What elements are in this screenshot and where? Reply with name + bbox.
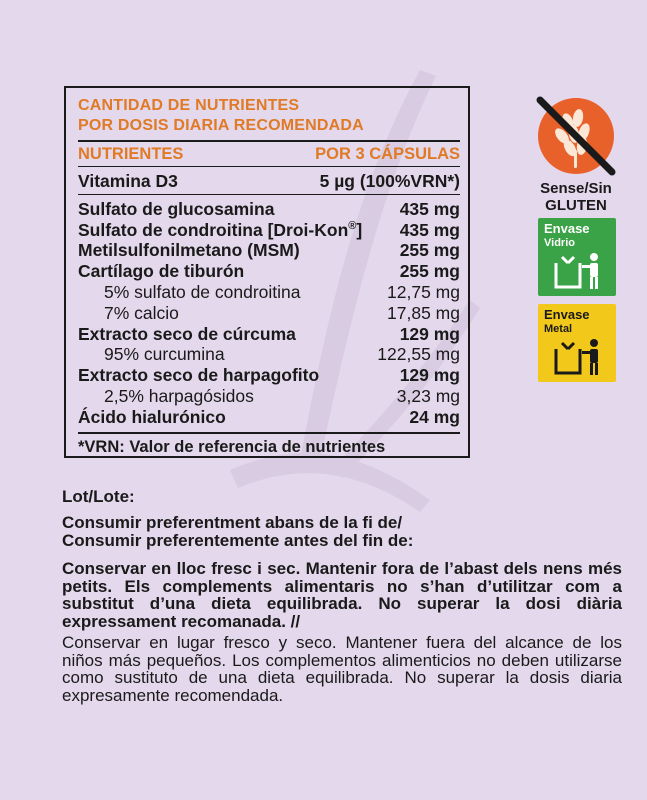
nutrient-value: 3,23 mg: [396, 385, 460, 406]
table-header: [78, 144, 460, 164]
table-row: [78, 386, 460, 407]
nutrient-value: 435 mg: [399, 219, 460, 240]
nutrient-name-text: Sulfato de condroitina [Droi-Kon: [78, 219, 349, 240]
nutrient-name: [78, 220, 362, 241]
storage-instructions-spanish: Conservar en lugar fresco y seco. Mantener fuera del alcance de los niños más pequeños. Los complementos alimenticios no deben utilizarse como sustituto de una dieta equilibrada. No superar la dosis diaria expresamente recomendada.: [62, 633, 622, 705]
storage-instructions-catalan: Conservar en lloc fresc i sec. Mantenir fora de l’abast dels nens més petits. Els complements alimentaris no s’han d’utilitzar com a substitut d’una dieta equilibrada. No superar la dosi diària expressament recomanada. //: [62, 559, 622, 631]
lot-label: Lot/Lote:: [62, 487, 135, 506]
nutrient-value: 255 mg: [399, 240, 460, 261]
nutrient-name: 2,5% harpagósidos: [104, 385, 254, 406]
table-row: [78, 365, 460, 386]
table-row: [78, 303, 460, 324]
gluten-label-line1: Sense/Sin: [540, 180, 612, 197]
best-before-catalan: Consumir preferentment abans de la fi de/: [62, 513, 403, 532]
nutrient-name: Extracto seco de cúrcuma: [78, 323, 296, 344]
table-row: [78, 344, 460, 365]
recycle-bin-person-icon: [552, 337, 606, 377]
no-gluten-wheat-icon: [532, 92, 620, 180]
gluten-label-line2: GLUTEN: [545, 197, 607, 214]
glass-container-badge: [538, 218, 616, 296]
header-per-dose: POR 3 CÁPSULAS: [315, 145, 460, 163]
nutrient-value: 12,75 mg: [387, 281, 460, 302]
nutrient-name: 5% sulfato de condroitina: [104, 281, 301, 302]
nutrient-name: Ácido hialurónico: [78, 406, 226, 427]
table-title-line2: POR DOSIS DIARIA RECOMENDADA: [78, 117, 364, 134]
nutrient-value: 129 mg: [399, 323, 460, 344]
nutrient-name: Sulfato de glucosamina: [78, 198, 275, 219]
nutrient-value: 5 µg (100%VRN*): [319, 171, 460, 191]
recycle-bin-person-icon: [552, 251, 606, 291]
nutrient-name: 95% curcumina: [104, 344, 225, 365]
nutrient-value: 255 mg: [399, 261, 460, 282]
badge-subtitle: Metal: [544, 323, 573, 335]
badge-title: Envase: [544, 307, 590, 322]
nutrient-name: Vitamina D3: [78, 171, 178, 191]
header-nutrients: NUTRIENTES: [78, 145, 184, 163]
table-row: [78, 199, 460, 220]
nutrient-name: Cartílago de tiburón: [78, 261, 245, 282]
table-row: [78, 324, 460, 345]
nutrient-name-end: ]: [356, 219, 363, 240]
divider: [78, 166, 460, 167]
badge-title: Envase: [544, 221, 590, 236]
best-before-spanish: Consumir preferentemente antes del fin de:: [62, 530, 414, 550]
table-title-line1: CANTIDAD DE NUTRIENTES: [78, 97, 300, 114]
nutrient-name: Extracto seco de harpagofito: [78, 365, 320, 386]
nutrient-value: 435 mg: [399, 198, 460, 219]
table-footnote: *VRN: Valor de referencia de nutrientes: [78, 437, 386, 456]
nutrient-value: 122,55 mg: [377, 344, 460, 365]
nutrient-value: 24 mg: [409, 406, 460, 427]
gluten-free-label: [520, 180, 632, 214]
divider: [78, 140, 460, 142]
nutrient-name: Metilsulfonilmetano (MSM): [78, 240, 300, 261]
nutrient-name: 7% calcio: [104, 302, 179, 323]
nutrient-value: 17,85 mg: [387, 302, 460, 323]
metal-container-badge: [538, 304, 616, 382]
divider: [78, 194, 460, 195]
table-row: [78, 220, 460, 241]
table-row-vitamin-d3: [78, 171, 460, 192]
badge-subtitle: Vidrio: [544, 237, 575, 249]
registered-mark: ®: [348, 219, 357, 232]
table-row: [78, 240, 460, 261]
best-before-label: [62, 514, 622, 549]
nutrition-table: [64, 86, 470, 458]
table-row: [78, 282, 460, 303]
table-row: [78, 407, 460, 428]
nutrient-value: 129 mg: [399, 365, 460, 386]
table-row: [78, 261, 460, 282]
divider: [78, 432, 460, 434]
